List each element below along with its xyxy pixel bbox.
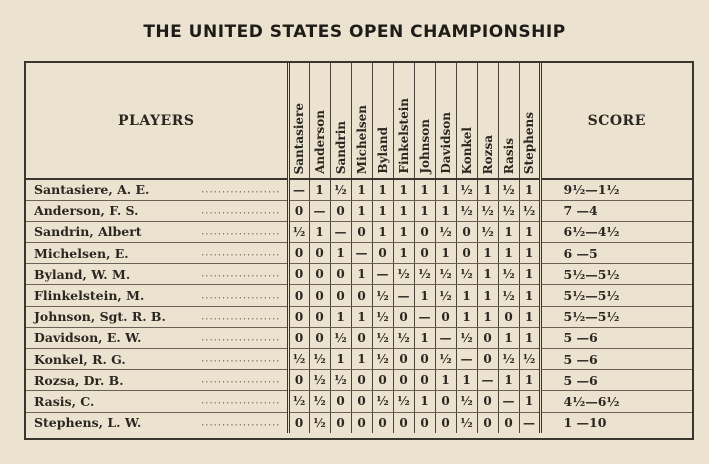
result-cell: 0 <box>456 221 477 242</box>
result-cell: 0 <box>330 264 351 285</box>
result-cell: ½ <box>372 391 393 412</box>
leader-dots: ................... <box>201 205 281 217</box>
result-cell: ½ <box>498 179 519 200</box>
player-name: Rasis, C. <box>34 393 95 409</box>
result-cell: 1 <box>477 243 498 264</box>
player-name-cell <box>26 264 288 285</box>
result-cell: 0 <box>498 306 519 327</box>
result-cell: ½ <box>456 327 477 348</box>
column-header-label: Stephens <box>522 111 536 174</box>
result-cell: 0 <box>372 243 393 264</box>
table-row <box>26 264 692 285</box>
result-cell: 1 <box>309 179 330 200</box>
result-cell: 1 <box>414 391 435 412</box>
player-name-cell <box>26 200 288 221</box>
column-header-label: Davidson <box>438 112 453 174</box>
result-cell: 1 <box>435 179 456 200</box>
result-cell: 0 <box>288 327 309 348</box>
table-row <box>26 306 692 327</box>
result-cell: 0 <box>477 412 498 433</box>
score-cell: 5½—5½ <box>540 285 692 306</box>
result-cell: ½ <box>456 264 477 285</box>
result-cell: — <box>435 327 456 348</box>
result-cell: 1 <box>519 391 540 412</box>
result-cell: 0 <box>330 200 351 221</box>
column-header <box>519 63 540 179</box>
result-cell: 0 <box>288 200 309 221</box>
player-name: Santasiere, A. E. <box>34 182 150 198</box>
result-cell: 1 <box>498 327 519 348</box>
result-cell: ½ <box>288 349 309 370</box>
player-name-cell <box>26 243 288 264</box>
result-cell: ½ <box>330 327 351 348</box>
result-cell: ½ <box>288 391 309 412</box>
leader-dots: ................... <box>201 268 281 280</box>
column-header <box>456 63 477 179</box>
score-cell: 9½—1½ <box>540 179 692 200</box>
column-header <box>330 63 351 179</box>
column-header <box>435 63 456 179</box>
result-cell: ½ <box>393 327 414 348</box>
column-header <box>498 63 519 179</box>
result-cell: 0 <box>288 412 309 433</box>
result-cell: 1 <box>519 327 540 348</box>
result-cell: — <box>351 243 372 264</box>
result-cell: 1 <box>414 327 435 348</box>
result-cell: 1 <box>330 306 351 327</box>
result-cell: — <box>372 264 393 285</box>
table-row <box>26 349 692 370</box>
result-cell: 0 <box>351 370 372 391</box>
result-cell: — <box>477 370 498 391</box>
player-name: Rozsa, Dr. B. <box>34 372 124 388</box>
table-row <box>26 243 692 264</box>
result-cell: ½ <box>435 221 456 242</box>
result-cell: ½ <box>477 221 498 242</box>
result-cell: ½ <box>435 349 456 370</box>
column-header-label: Finkelstein <box>396 98 411 174</box>
result-cell: 0 <box>393 370 414 391</box>
result-cell: ½ <box>435 264 456 285</box>
result-cell: 0 <box>351 412 372 433</box>
result-cell: 0 <box>288 243 309 264</box>
player-name-cell <box>26 221 288 242</box>
result-cell: 1 <box>351 200 372 221</box>
table-row <box>26 327 692 348</box>
result-cell: ½ <box>498 285 519 306</box>
leader-dots: ................... <box>201 247 281 259</box>
result-cell: 1 <box>414 285 435 306</box>
result-cell: ½ <box>519 349 540 370</box>
player-name: Stephens, L. W. <box>34 415 142 431</box>
leader-dots: ................... <box>201 353 281 365</box>
result-cell: ½ <box>477 200 498 221</box>
result-cell: 0 <box>414 349 435 370</box>
score-cell: 5 —6 <box>540 370 692 391</box>
result-cell: ½ <box>309 412 330 433</box>
column-header <box>393 63 414 179</box>
result-cell: 0 <box>309 285 330 306</box>
result-cell: ½ <box>498 349 519 370</box>
result-cell: 1 <box>351 179 372 200</box>
column-header <box>309 63 330 179</box>
result-cell: 1 <box>477 264 498 285</box>
crosstable <box>26 63 692 433</box>
result-cell: 1 <box>456 370 477 391</box>
result-cell: — <box>456 349 477 370</box>
result-cell: 0 <box>456 243 477 264</box>
result-cell: 0 <box>414 221 435 242</box>
player-name: Johnson, Sgt. R. B. <box>34 309 166 325</box>
result-cell: ½ <box>393 264 414 285</box>
result-cell: 1 <box>456 306 477 327</box>
result-cell: 1 <box>330 349 351 370</box>
score-cell: 1 —10 <box>563 415 607 431</box>
result-cell: 0 <box>414 370 435 391</box>
result-cell: 0 <box>393 412 414 433</box>
leader-dots: ................... <box>201 226 281 238</box>
column-header <box>414 63 435 179</box>
result-cell: 1 <box>372 179 393 200</box>
header-row <box>26 63 692 179</box>
result-cell: — <box>393 285 414 306</box>
result-cell: 0 <box>393 349 414 370</box>
result-cell: — <box>498 391 519 412</box>
player-name-cell <box>26 327 288 348</box>
score-cell: 5½—5½ <box>540 306 692 327</box>
column-header-label: Johnson <box>417 119 432 174</box>
result-cell: 1 <box>393 200 414 221</box>
result-cell: 1 <box>309 221 330 242</box>
result-cell: 0 <box>330 285 351 306</box>
table-row <box>26 221 692 242</box>
leader-dots: ................... <box>201 417 281 429</box>
result-cell: 0 <box>393 306 414 327</box>
score-cell: 5½—5½ <box>540 264 692 285</box>
player-name: Davidson, E. W. <box>34 330 142 346</box>
score-cell: 5 —6 <box>540 349 692 370</box>
result-cell: ½ <box>372 285 393 306</box>
result-cell: 1 <box>372 200 393 221</box>
result-cell: ½ <box>393 391 414 412</box>
player-name-cell <box>26 391 288 412</box>
result-cell: 1 <box>393 221 414 242</box>
result-cell: ½ <box>372 349 393 370</box>
result-cell: 1 <box>477 285 498 306</box>
player-name: Konkel, R. G. <box>34 351 126 367</box>
result-cell: — <box>288 179 309 200</box>
player-name-cell <box>26 179 288 200</box>
result-cell: 0 <box>477 391 498 412</box>
result-cell: 0 <box>414 412 435 433</box>
result-cell: — <box>309 200 330 221</box>
table-row <box>26 391 692 412</box>
result-cell: 0 <box>498 412 519 433</box>
player-name-cell <box>26 370 288 391</box>
result-cell: ½ <box>456 391 477 412</box>
result-cell: 0 <box>477 349 498 370</box>
column-header-label: Rozsa <box>480 134 495 174</box>
column-header <box>477 63 498 179</box>
result-cell: 1 <box>435 243 456 264</box>
leader-dots: ................... <box>201 311 281 323</box>
result-cell: ½ <box>330 370 351 391</box>
result-cell: ½ <box>309 391 330 412</box>
result-cell: 0 <box>309 306 330 327</box>
result-cell: 1 <box>351 306 372 327</box>
leader-dots: ................... <box>201 374 281 386</box>
result-cell: 1 <box>351 264 372 285</box>
player-name: Michelsen, E. <box>34 245 129 261</box>
player-name-cell <box>26 349 288 370</box>
table-row <box>26 370 692 391</box>
table-row <box>26 179 692 200</box>
result-cell: 1 <box>519 179 540 200</box>
result-cell: 0 <box>414 243 435 264</box>
column-header-label: Santasiere <box>292 102 306 174</box>
player-name: Anderson, F. S. <box>34 203 139 219</box>
player-name-cell <box>26 285 288 306</box>
result-cell: 0 <box>351 391 372 412</box>
result-cell: ½ <box>435 285 456 306</box>
result-cell: 1 <box>519 370 540 391</box>
result-cell: 0 <box>351 285 372 306</box>
result-cell: 0 <box>351 327 372 348</box>
result-cell: 0 <box>288 306 309 327</box>
result-cell: 0 <box>288 370 309 391</box>
result-cell: ½ <box>456 179 477 200</box>
result-cell: ½ <box>519 200 540 221</box>
result-cell: ½ <box>498 200 519 221</box>
result-cell: 1 <box>519 221 540 242</box>
result-cell: 0 <box>372 370 393 391</box>
result-cell: 1 <box>519 306 540 327</box>
result-cell: 0 <box>288 285 309 306</box>
result-cell: 1 <box>393 243 414 264</box>
player-name-cell <box>26 412 288 433</box>
result-cell: 0 <box>309 243 330 264</box>
leader-dots: ................... <box>201 184 281 196</box>
score-cell: 6 —5 <box>540 243 692 264</box>
result-cell: 0 <box>477 327 498 348</box>
leader-dots: ................... <box>201 395 281 407</box>
column-header-label: Byland <box>375 127 390 174</box>
result-cell: 0 <box>435 306 456 327</box>
result-cell: ½ <box>330 179 351 200</box>
result-cell: 0 <box>372 412 393 433</box>
result-cell: ½ <box>456 200 477 221</box>
result-cell: 1 <box>351 349 372 370</box>
table-row <box>26 412 692 433</box>
table-row <box>26 285 692 306</box>
result-cell: 1 <box>498 370 519 391</box>
table-body <box>26 179 692 433</box>
result-cell: 1 <box>435 200 456 221</box>
result-cell: 1 <box>519 285 540 306</box>
column-header-label: Michelsen <box>354 104 369 174</box>
score-cell: 7 —4 <box>540 200 692 221</box>
result-cell: 1 <box>414 200 435 221</box>
result-cell: ½ <box>309 349 330 370</box>
table-row <box>26 200 692 221</box>
score-cell: 5 —6 <box>540 327 692 348</box>
result-cell: — <box>519 412 540 433</box>
result-cell: 1 <box>456 285 477 306</box>
result-cell: — <box>330 221 351 242</box>
result-cell: ½ <box>372 327 393 348</box>
result-cell: 1 <box>414 179 435 200</box>
player-name: Flinkelstein, M. <box>34 288 145 304</box>
column-header-label: Rasis <box>501 137 516 174</box>
result-cell: ½ <box>288 221 309 242</box>
leader-dots: ................... <box>201 332 281 344</box>
player-name-cell <box>26 306 288 327</box>
result-cell: 0 <box>288 264 309 285</box>
result-cell: 1 <box>519 264 540 285</box>
result-cell: 1 <box>498 243 519 264</box>
result-cell: 0 <box>309 264 330 285</box>
score-cell: 6½—4½ <box>540 221 692 242</box>
column-header <box>351 63 372 179</box>
column-header <box>288 63 309 179</box>
score-cell: 4½—6½ <box>540 391 692 412</box>
leader-dots: ................... <box>201 290 281 302</box>
result-cell: 1 <box>477 179 498 200</box>
result-cell: ½ <box>309 370 330 391</box>
result-cell: 1 <box>498 221 519 242</box>
result-cell: — <box>414 306 435 327</box>
result-cell: 0 <box>435 391 456 412</box>
result-cell: 1 <box>435 370 456 391</box>
result-cell: 0 <box>330 412 351 433</box>
column-header <box>372 63 393 179</box>
result-cell: 1 <box>393 179 414 200</box>
result-cell: 1 <box>372 221 393 242</box>
column-header-label: Konkel <box>459 126 474 174</box>
page-title: THE UNITED STATES OPEN CHAMPIONSHIP <box>143 22 566 42</box>
result-cell: 0 <box>351 221 372 242</box>
result-cell: 1 <box>330 243 351 264</box>
column-header-label: Sandrin <box>333 120 348 174</box>
player-name: Byland, W. M. <box>34 266 131 282</box>
result-cell: ½ <box>372 306 393 327</box>
result-cell: ½ <box>498 264 519 285</box>
result-cell: 0 <box>435 412 456 433</box>
result-cell: ½ <box>456 412 477 433</box>
result-cell: ½ <box>414 264 435 285</box>
result-cell: 0 <box>330 391 351 412</box>
result-cell: 1 <box>519 243 540 264</box>
player-name: Sandrin, Albert <box>34 224 142 240</box>
result-cell: 1 <box>477 306 498 327</box>
players-header: PLAYERS <box>26 63 288 179</box>
score-header: SCORE <box>540 63 692 179</box>
result-cell: 0 <box>309 327 330 348</box>
column-header-label: Anderson <box>312 110 327 174</box>
